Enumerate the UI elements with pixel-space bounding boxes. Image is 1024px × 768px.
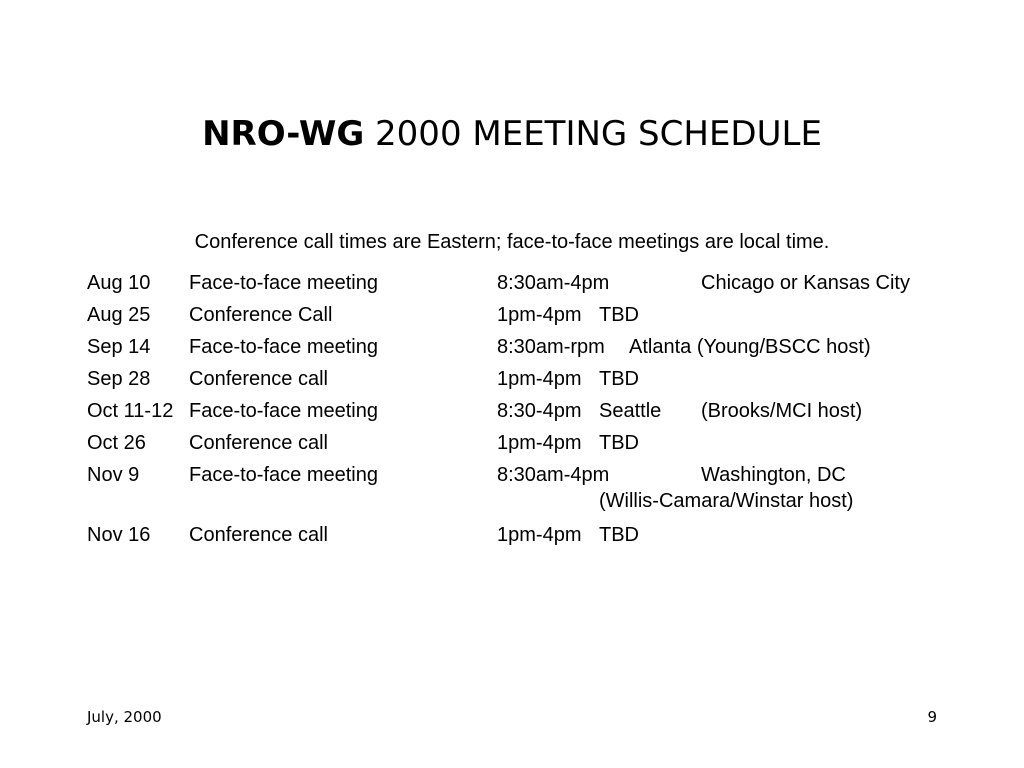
meeting-time: 8:30am-4pm	[497, 464, 610, 486]
meeting-date: Nov 16	[87, 524, 151, 546]
meeting-time: 1pm-4pm	[497, 368, 582, 390]
meeting-date: Aug 25	[87, 304, 151, 326]
meeting-date: Sep 28	[87, 368, 151, 390]
meeting-host: (Brooks/MCI host)	[701, 400, 863, 422]
meeting-location: TBD	[599, 524, 639, 546]
meeting-time: 8:30-4pm	[497, 400, 582, 422]
meeting-host: (Willis-Camara/Winstar host)	[599, 490, 854, 512]
meeting-location: Seattle	[599, 400, 662, 422]
meeting-time: 1pm-4pm	[497, 304, 582, 326]
meeting-location: Atlanta (Young/BSCC host)	[629, 336, 871, 358]
meeting-type: Conference call	[189, 432, 328, 454]
meeting-time: 8:30am-4pm	[497, 272, 610, 294]
meeting-date: Oct 26	[87, 432, 146, 454]
meeting-type: Face-to-face meeting	[189, 272, 378, 294]
page-number: 9	[927, 708, 937, 726]
schedule-note: Conference call times are Eastern; face-to-face meetings are local time.	[194, 231, 830, 253]
meeting-location: Washington, DC	[701, 464, 846, 486]
meeting-location: TBD	[599, 304, 639, 326]
footer-date: July, 2000	[87, 708, 162, 726]
meeting-type: Conference call	[189, 368, 328, 390]
meeting-time: 1pm-4pm	[497, 432, 582, 454]
meeting-date: Aug 10	[87, 272, 151, 294]
slide-title	[0, 112, 1024, 156]
meeting-type: Conference Call	[189, 304, 333, 326]
meeting-date: Oct 11-12	[87, 400, 174, 422]
meeting-date: Sep 14	[87, 336, 151, 358]
meeting-location: TBD	[599, 368, 639, 390]
meeting-type: Face-to-face meeting	[189, 336, 378, 358]
meeting-location: Chicago or Kansas City	[701, 272, 910, 294]
meeting-location: TBD	[599, 432, 639, 454]
meeting-date: Nov 9	[87, 464, 140, 486]
meeting-type: Face-to-face meeting	[189, 464, 378, 486]
title-text: 2000 MEETING SCHEDULE	[364, 114, 822, 154]
meeting-time: 8:30am-rpm	[497, 336, 605, 358]
title-org-name: NRO-WG	[202, 114, 365, 154]
meeting-time: 1pm-4pm	[497, 524, 582, 546]
meeting-type: Conference call	[189, 524, 328, 546]
meeting-type: Face-to-face meeting	[189, 400, 378, 422]
